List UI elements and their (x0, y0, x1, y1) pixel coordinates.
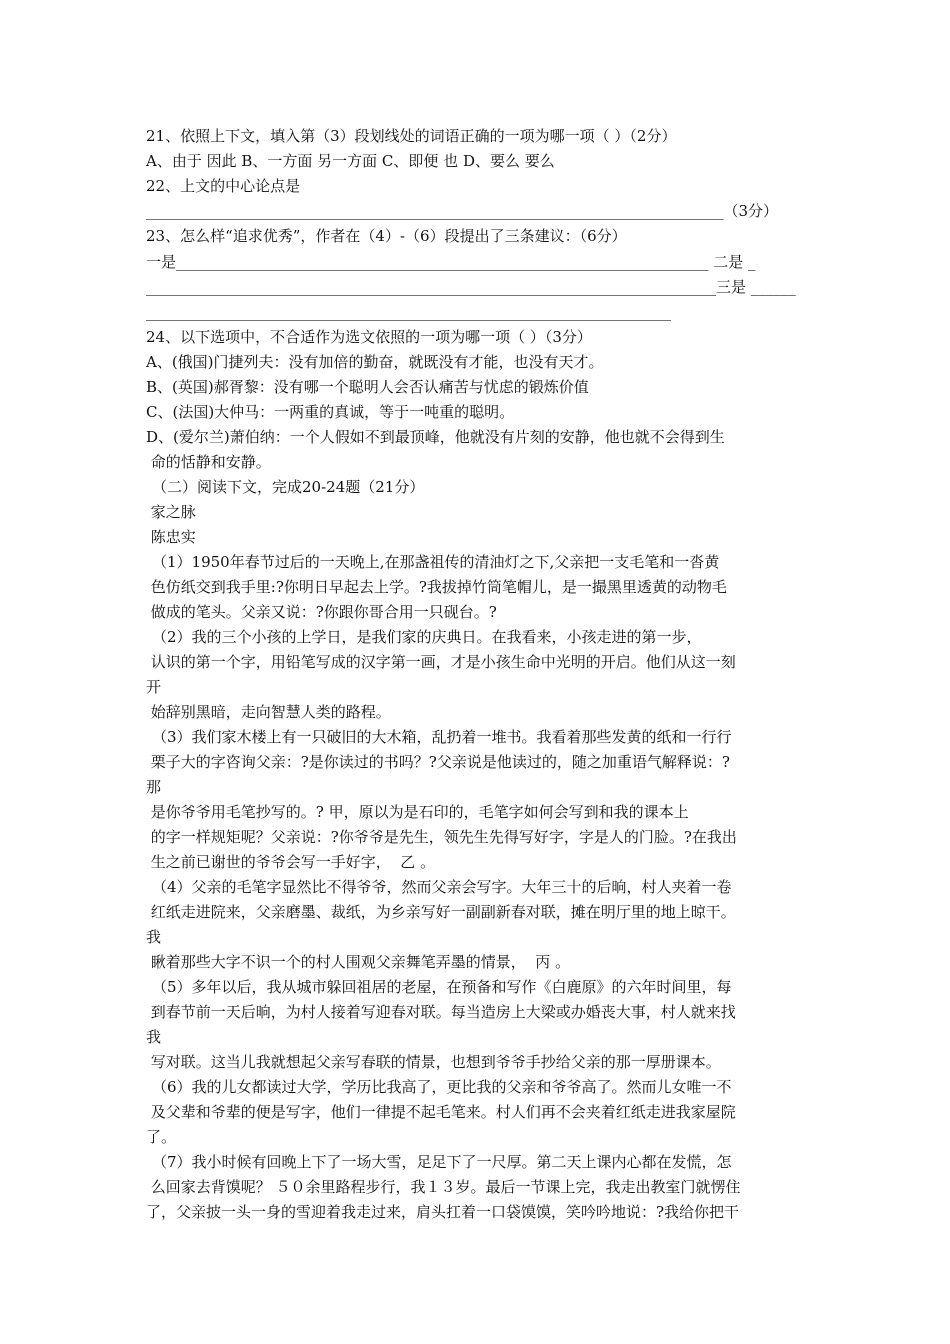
question-22: 22、上文的中心论点是 (146, 177, 301, 195)
paragraph-6-line3: 了。 (146, 1128, 177, 1146)
question-24: 24、以下选项中，不合适作为选文依照的一项为哪一项（ ）（3分） (146, 328, 592, 346)
paragraph-3-line6: 生之前已谢世的爷爷会写一手好字， 乙 。 (146, 853, 436, 871)
paragraph-2-line3: 开 (146, 678, 162, 696)
answer-blank-23-line3: ______________________________________________________________________ (146, 303, 671, 321)
paragraph-3-line2: 栗子大的字咨询父亲：?是你读过的书吗？?父亲说是他读过的，随之加重语气解释说：? (146, 753, 730, 771)
paragraph-4-line2: 红纸走进院来，父亲磨墨、裁纸，为乡亲写好一副副新春对联，摊在明厅里的地上晾干。 (146, 903, 736, 921)
paragraph-5-line1: （5）多年以后，我从城市躲回祖居的老屋，在预备和写作《白鹿原》的六年时间里，每 (152, 978, 732, 996)
paragraph-3-line5: 的字一样规矩呢？父亲说：?你爷爷是先生，领先生先得写好字，字是人的门脸。?在我出 (146, 828, 737, 846)
article-title: 家之脉 (146, 503, 196, 521)
paragraph-4-line4: 瞅着那些大字不识一个的村人围观父亲舞笔弄墨的情景， 丙 。 (146, 953, 571, 971)
paragraph-6-line1: （6）我的儿女都读过大学，学历比我高了，更比我的父亲和爷爷高了。然而儿女唯一不 (152, 1078, 732, 1096)
paragraph-3-line3: 那 (146, 778, 162, 796)
option-d: D、(爱尔兰)萧伯纳：一个人假如不到最顶峰，他就没有片刻的安静，他也就不会得到生 (146, 428, 725, 446)
paragraph-7-line2: 么回家去背馍呢？ ５０余里路程步行，我１３岁。最后一节课上完，我走出教室门就愣住 (146, 1178, 741, 1196)
paragraph-1-line3: 做成的笔头。父亲又说：?你跟你哥合用一只砚台。? (146, 603, 497, 621)
option-d-continued: 命的恬静和安静。 (146, 453, 271, 471)
paragraph-2-line2: 认识的第一个字，用铅笔写成的汉字第一画，才是小孩生命中光明的开启。他们从这一刻 (146, 653, 736, 671)
paragraph-1-line1: （1）1950年春节过后的一天晚上,在那盏祖传的清油灯之下,父亲把一支毛笔和一沓黄 (152, 553, 720, 571)
paragraph-2-line4: 始辞别黑暗，走向智慧人类的路程。 (146, 703, 391, 721)
paragraph-7-line3: 了，父亲披一头一身的雪迎着我走过来，肩头扛着一口袋馍馍，笑吟吟地说：?我给你把干 (146, 1203, 740, 1221)
answer-blank-23-line2: ____________________________________________________________________________三是 ______ (146, 278, 796, 296)
paragraph-4-line1: （4）父亲的毛笔字显然比不得爷爷，然而父亲会写字。大年三十的后晌，村人夹着一卷 (152, 878, 732, 896)
paragraph-5-line2: 到春节前一天后晌，为村人接着写迎春对联。每当造房上大梁或办婚丧大事，村人就来找 (146, 1003, 736, 1021)
section-heading: （二）阅读下文，完成20-24题（21分） (152, 478, 425, 496)
paragraph-2-line1: （2）我的三个小孩的上学日，是我们家的庆典日。在我看来，小孩走进的第一步， (152, 628, 702, 646)
answer-blank-22: _____________________________________________________________________________（3分） (146, 202, 779, 220)
option-c: C、(法国)大仲马：一两重的真诚，等于一吨重的聪明。 (146, 403, 515, 421)
question-23: 23、怎么样“追求优秀”，作者在（4）-（6）段提出了三条建议：（6分） (146, 227, 627, 245)
paragraph-4-line3: 我 (146, 928, 162, 946)
paragraph-3-line1: （3）我们家木楼上有一只破旧的大木箱，乱扔着一堆书。我看着那些发黄的纸和一行行 (152, 728, 732, 746)
option-b: B、(英国)郝胥黎：没有哪一个聪明人会否认痛苦与忧虑的锻炼价值 (146, 378, 589, 396)
article-author: 陈忠实 (146, 528, 196, 546)
paragraph-6-line2: 及父辈和爷辈的便是写字，他们一律提不起毛笔来。村人们再不会夹着红纸走进我家屋院 (146, 1103, 736, 1121)
answer-blank-23-line1: 一是_______________________________________________________________________ 二是 _ (146, 253, 756, 271)
paragraph-3-line4: 是你爷爷用毛笔抄写的。? 甲，原以为是石印的，毛笔字如何会写到和我的课本上 (146, 803, 689, 821)
paragraph-1-line2: 色仿纸交到我手里:?你明日早起去上学。?我拔掉竹筒笔帽儿，是一撮黑里透黄的动物毛 (146, 578, 727, 596)
question-21-options: A、由于 因此 B、一方面 另一方面 C、即便 也 D、要么 要么 (146, 152, 555, 170)
paragraph-5-line3: 我 (146, 1028, 162, 1046)
paragraph-7-line1: （7）我小时候有回晚上下了一场大雪，足足下了一尺厚。第二天上课内心都在发慌，怎 (152, 1153, 732, 1171)
paragraph-5-line4: 写对联。这当儿我就想起父亲写春联的情景，也想到爷爷手抄给父亲的那一厚册课本。 (146, 1053, 721, 1071)
option-a: A、(俄国)门捷列夫：没有加倍的勤奋，就既没有才能，也没有天才。 (146, 353, 604, 371)
question-21: 21、依照上下文，填入第（3）段划线处的词语正确的一项为哪一项（ ）（2分） (146, 127, 677, 145)
